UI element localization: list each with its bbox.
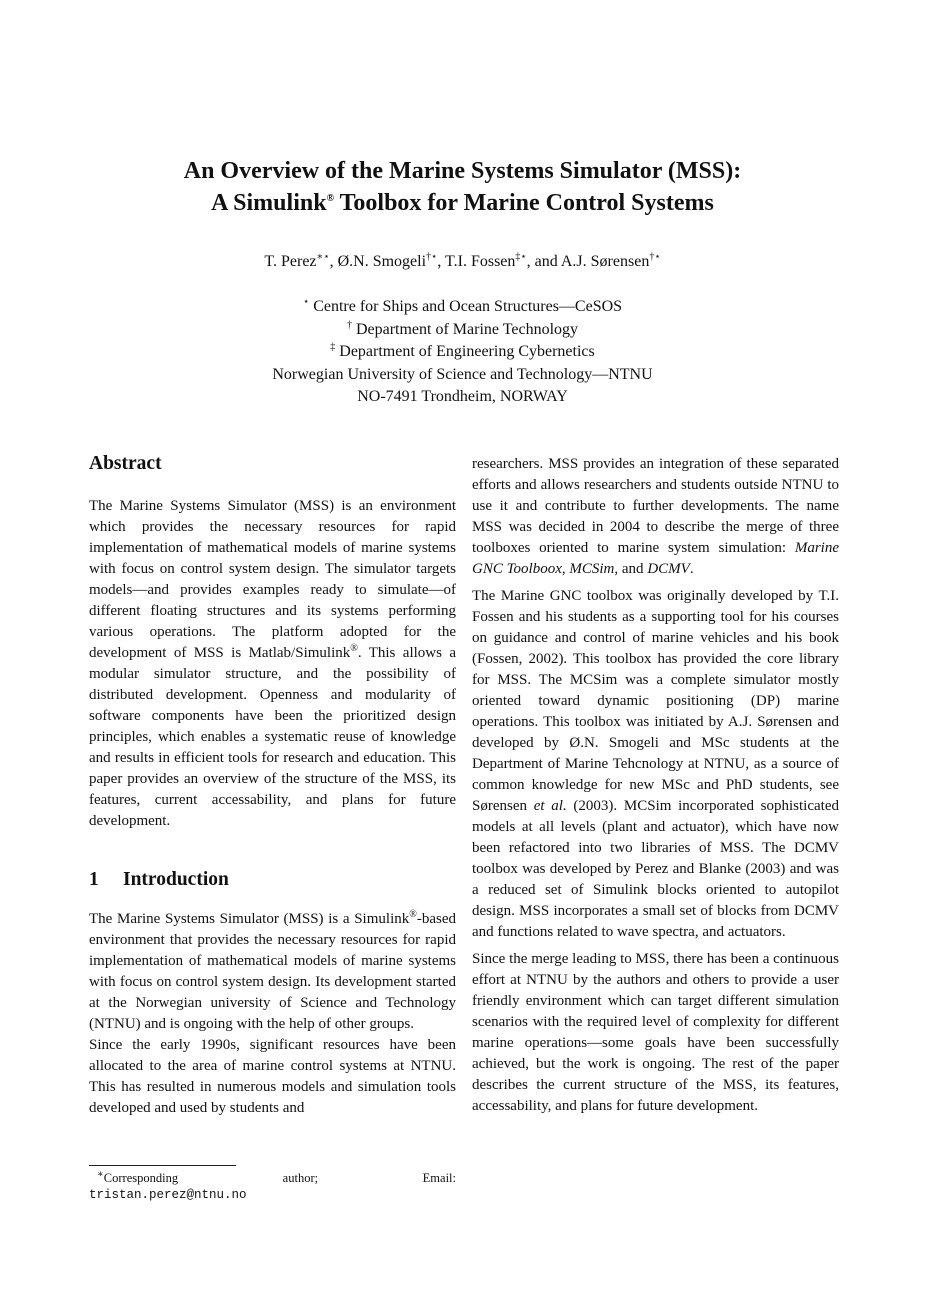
author-marks: †⋆ bbox=[649, 251, 661, 263]
footnote-line bbox=[89, 1170, 456, 1187]
body-text: The Marine GNC toolbox was originally developed by T.I. Fossen and his students as a supporting tool for his courses on guidance and control of marine vehicles and his book (Fossen, 2002). This toolbox has provided the core library for MSS. The MCSim was a complete simulator mostly oriented toward dynamic positioning (DP) marine operations. This toolbox was initiated by A.J. Sørensen and developed by Ø.N. Smogeli and MSc students at the Department of Marine Tehcnology at NTNU, as a source of common knowledge for new MSc and PhD students, see Sørensen bbox=[472, 588, 839, 814]
footnote-text: Corresponding bbox=[103, 1171, 179, 1185]
footnote-word bbox=[97, 1170, 178, 1187]
intro-paragraph: Since the early 1990s, significant resources have been allocated to the area of marine control systems at NTNU. This has resulted in numerous models and simulation tools developed and used by students and bbox=[89, 1037, 456, 1116]
affiliation-text: NO-7491 Trondheim, NORWAY bbox=[357, 388, 568, 405]
affiliation-line bbox=[0, 319, 925, 342]
introduction-heading bbox=[89, 868, 456, 892]
footnote-mark: ∗ bbox=[97, 1168, 104, 1180]
affiliations bbox=[0, 296, 925, 409]
section-number: 1 bbox=[89, 869, 99, 890]
right-column bbox=[472, 454, 839, 1117]
body-paragraph bbox=[472, 586, 839, 943]
body-paragraph bbox=[472, 454, 839, 580]
registered-mark: ® bbox=[326, 193, 335, 204]
author-marks: ‡⋆ bbox=[515, 251, 527, 263]
author-name: , T.I. Fossen bbox=[437, 253, 516, 270]
footnote-divider bbox=[89, 1165, 236, 1166]
abstract-text: . This allows a modular simulator structure, and the possibility of distributed development. Openness and modularity of software components have been the prioritized design principles, which enables a systematic reuse of knowledge and results in efficient tools for research and education. This paper provides an overview of the structure of the MSS, its features, current accessability, and plans for future development. bbox=[89, 645, 457, 829]
abstract-heading: Abstract bbox=[89, 453, 162, 474]
footnote-email: tristan.perez@ntnu.no bbox=[89, 1188, 247, 1202]
affiliation-text: Department of Engineering Cybernetics bbox=[335, 343, 595, 360]
abstract-paragraph bbox=[89, 496, 456, 832]
author-name: , and A.J. Sørensen bbox=[526, 253, 650, 270]
affiliation-text: Centre for Ships and Ocean Structures—CeSOS bbox=[309, 298, 623, 315]
left-column bbox=[89, 452, 456, 1119]
affiliation-line bbox=[0, 386, 925, 409]
footnote bbox=[89, 1170, 456, 1204]
affiliation-mark: † bbox=[346, 319, 352, 331]
emphasis-text: DCMV bbox=[647, 561, 690, 577]
body-text: (2003). MCSim incorporated sophisticated models at all levels (plant and actuator), which have now been refactored into two libraries of MSS. The DCMV toolbox was developed by Perez and Blanke (2003) and was a reduced set of Simulink blocks oriented to autopilot design. MSS incorporates a small set of blocks from DCMV and functions related to wave spectra, and actuators. bbox=[472, 798, 839, 940]
registered-mark: ® bbox=[350, 643, 358, 654]
section-title: Introduction bbox=[123, 869, 229, 890]
author-marks: †⋆ bbox=[426, 251, 438, 263]
registered-mark: ® bbox=[409, 909, 417, 920]
intro-text: -based environment that provides the necessary resources for rapid implementation of mathematical models of marine systems with focus on control system design. Its development started at the Norwegian university of Science and Technology (NTNU) and is ongoing with the help of other groups. bbox=[89, 911, 456, 1032]
affiliation-text: Norwegian University of Science and Technology—NTNU bbox=[272, 365, 653, 383]
title-text: A Simulink bbox=[211, 190, 327, 216]
body-paragraph: Since the merge leading to MSS, there has been a continuous effort at NTNU by the authors and others to provide a user friendly environment which can target different simulation scenarios with the required level of complexity for different marine operations—some goals have been successfully achieved, but the work is ongoing. The rest of the paper describes the current structure of the MSS, its features, accessability, and plans for future development. bbox=[472, 951, 839, 1114]
title-line-2 bbox=[0, 187, 925, 219]
abstract-text: The Marine Systems Simulator (MSS) is an environment which provides the necessary resources for rapid implementation of mathematical models of marine systems with focus on control system design. The simulator targets models—and provides examples ready to simulate—of different floating structures and its systems performing various operations. The platform adopted for the development of MSS is Matlab/Simulink bbox=[89, 498, 456, 661]
title-line-1: An Overview of the Marine Systems Simulator (MSS): bbox=[183, 158, 742, 184]
affiliation-mark: ‡ bbox=[330, 341, 336, 353]
body-text: , and bbox=[614, 561, 648, 577]
author-list bbox=[0, 253, 925, 271]
body-text: . bbox=[689, 561, 694, 577]
body-text: researchers. MSS provides an integration of these separated efforts and allows researchers and students outside NTNU to use it and contribute to further developments. The name MSS was decided in 2004 to describe the merge of three toolboxes oriented to marine system simulation: bbox=[472, 456, 839, 556]
author-marks: ∗⋆ bbox=[316, 251, 330, 263]
footnote-text: author; bbox=[282, 1171, 319, 1185]
emphasis-text: Marine GNC Toolboox bbox=[472, 540, 839, 577]
affiliation-line bbox=[0, 364, 925, 387]
intro-paragraph bbox=[89, 909, 456, 1035]
affiliation-text: Department of Marine Technology bbox=[351, 320, 579, 338]
paper-title bbox=[0, 155, 925, 219]
intro-text: The Marine Systems Simulator (MSS) is a Simulink bbox=[89, 911, 410, 927]
body-text: , bbox=[561, 561, 570, 577]
affiliation-line bbox=[0, 341, 925, 364]
title-text: Toolbox for Marine Control Systems bbox=[334, 190, 714, 216]
affiliation-mark: ⋆ bbox=[302, 296, 310, 308]
affiliation-line bbox=[0, 296, 925, 319]
emphasis-text: MCSim bbox=[569, 561, 615, 577]
emphasis-text: et al. bbox=[533, 798, 567, 814]
footnote-text: Email: bbox=[422, 1171, 456, 1185]
author-name: , Ø.N. Smogeli bbox=[329, 253, 427, 270]
author-name: T. Perez bbox=[264, 253, 317, 270]
